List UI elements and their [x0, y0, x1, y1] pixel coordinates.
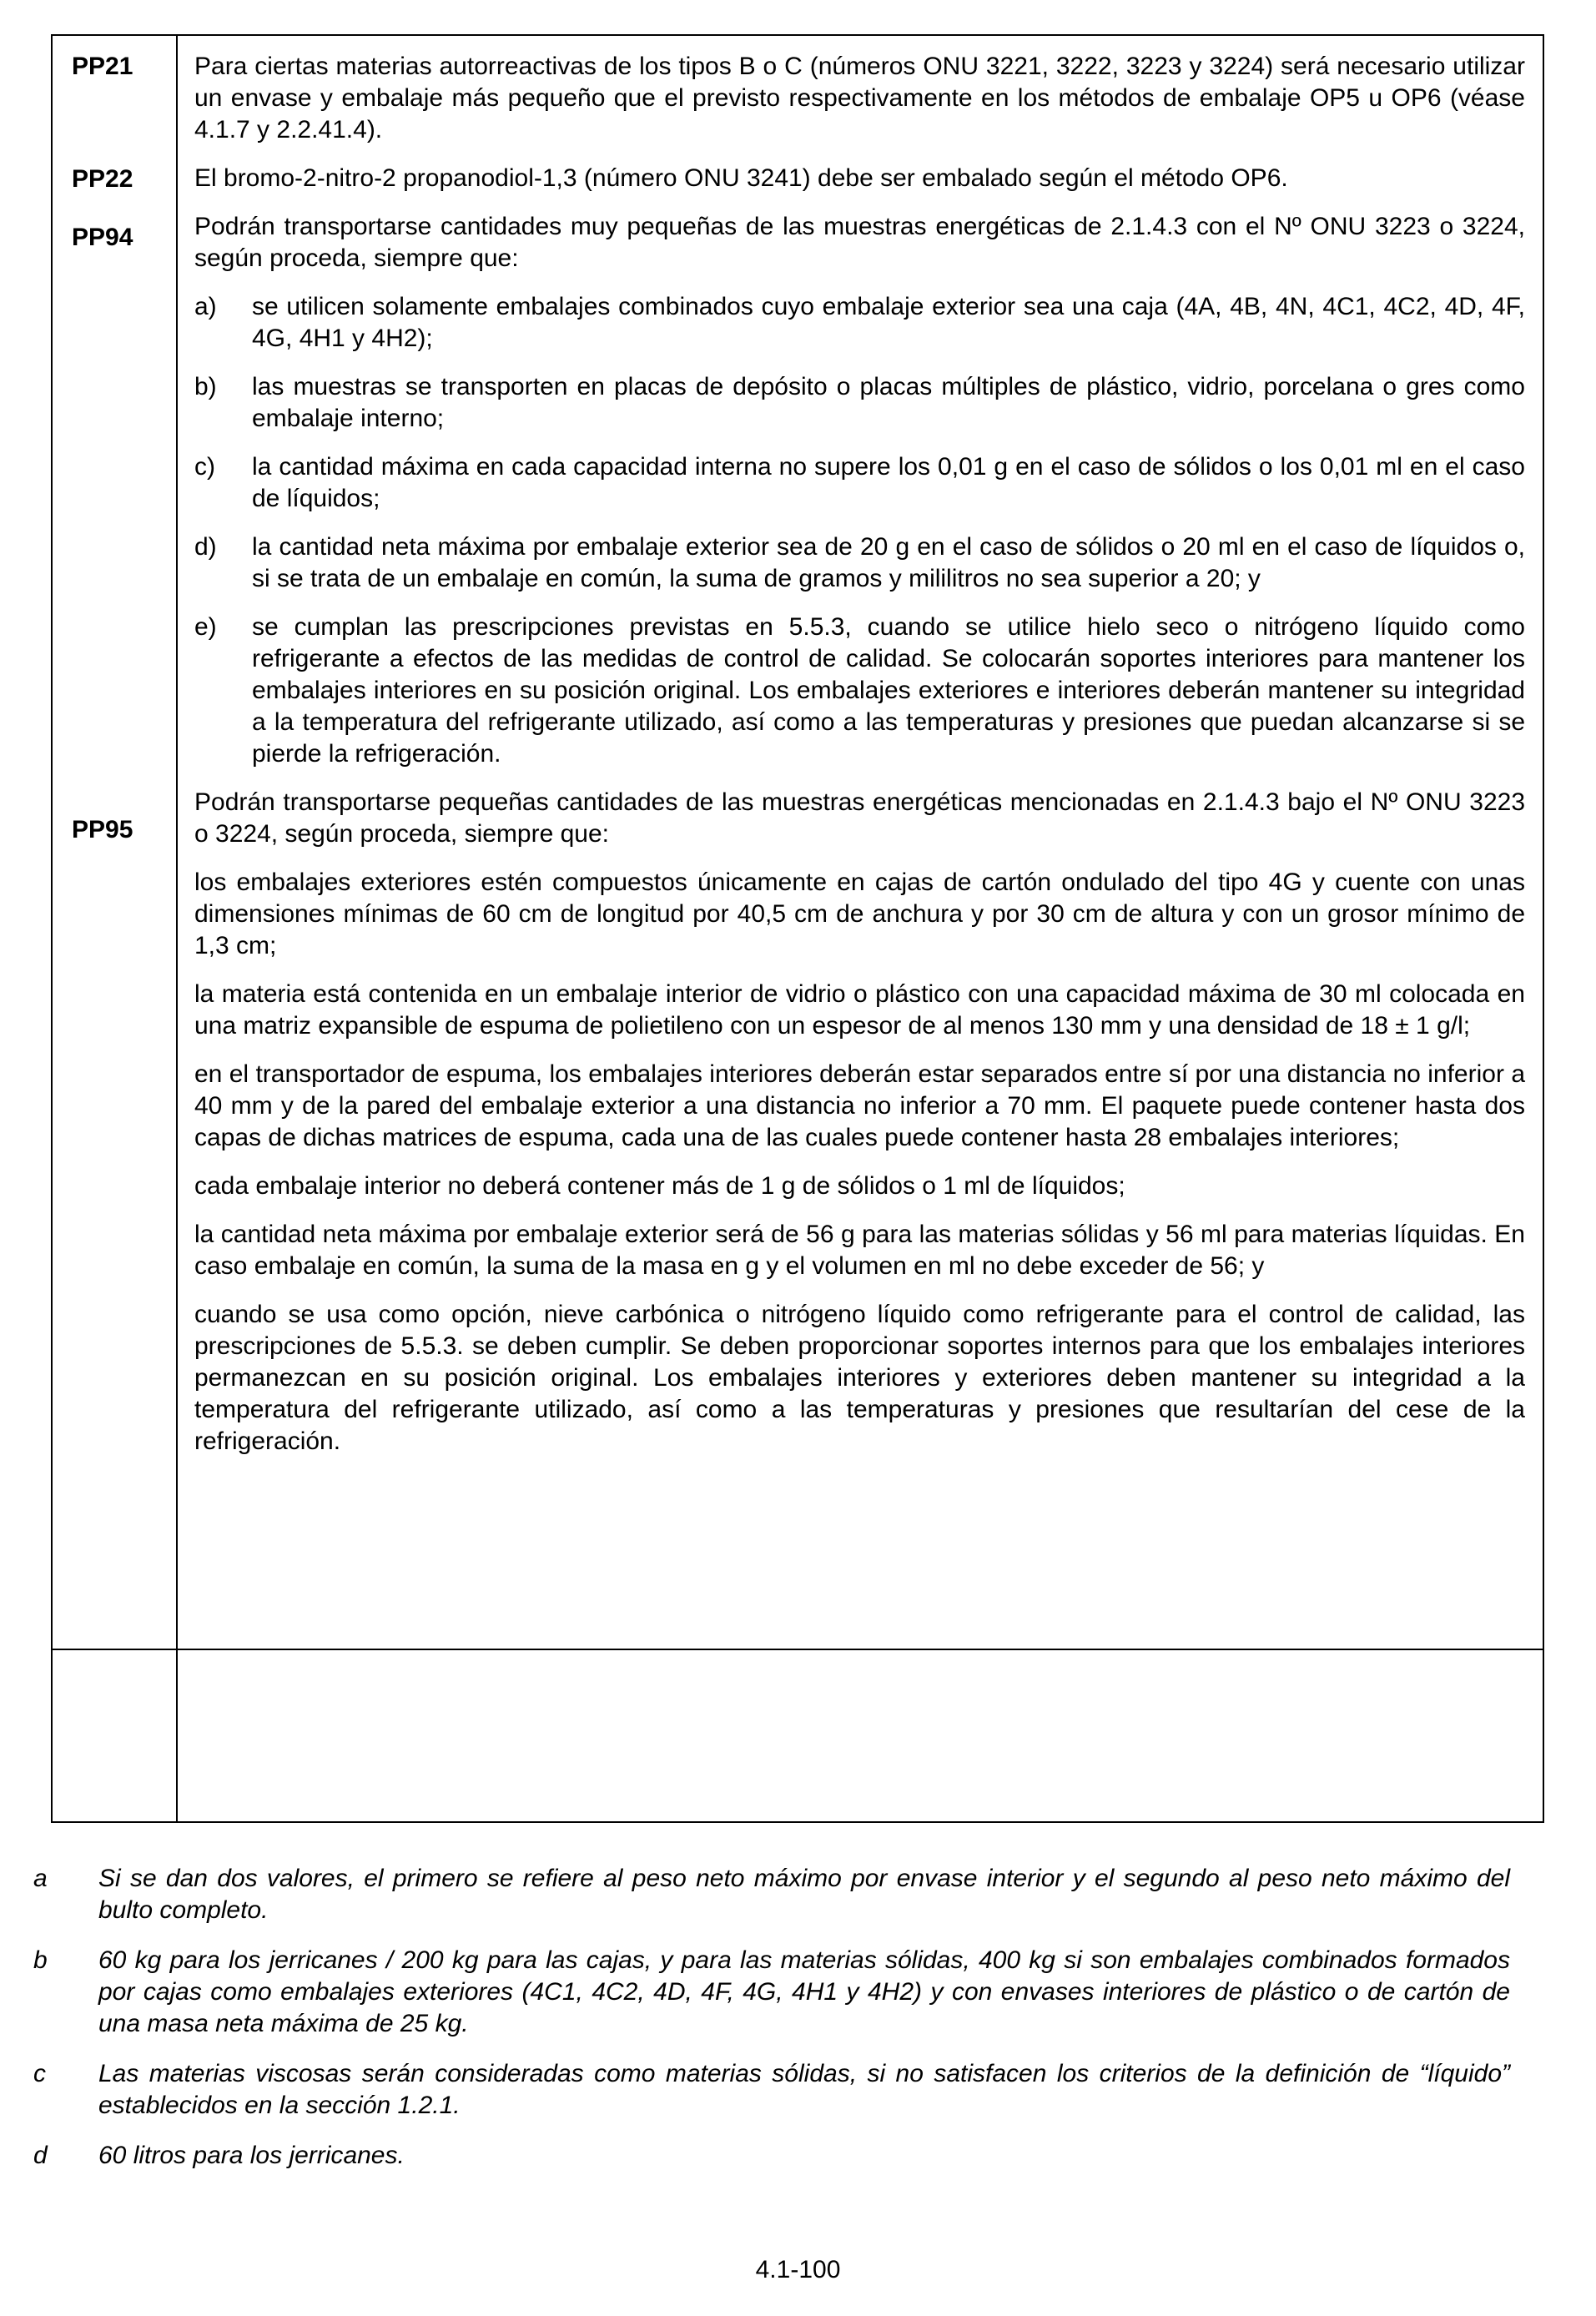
item-label: c)	[194, 453, 215, 481]
pp94-item	[194, 291, 1525, 355]
footnote-mark: b	[33, 1946, 48, 1974]
item-label: e)	[194, 613, 217, 641]
provisions-content	[194, 51, 1525, 1474]
pp21-text: Para ciertas materias autorreactivas de los tipos B o C (números ONU 3221, 3222, 3223 y 3224) será necesario utilizar un envase y embalaje más pequeño que el previsto respectivamente en los métodos de embalaje OP5 u OP6 (véase 4.1.7 y 2.2.41.4).	[194, 53, 1525, 143]
pp95-intro: Podrán transportarse pequeñas cantidades de las muestras energéticas mencionadas en 2.1.4.3 bajo el Nº ONU 3223 o 3224, según proceda, siempre que:	[194, 788, 1525, 848]
pp94-item	[194, 612, 1525, 770]
footnote-mark: a	[33, 1865, 48, 1892]
pp22-text: El bromo-2-nitro-2 propanodiol-1,3 (número ONU 3241) debe ser embalado según el método OP6.	[194, 164, 1288, 192]
footnote-text: 60 litros para los jerricanes.	[98, 2142, 405, 2169]
item-text: la cantidad máxima en cada capacidad interna no supere los 0,01 g en el caso de sólidos o los 0,01 ml en el caso de líquidos;	[252, 453, 1525, 512]
pp94-item	[194, 371, 1525, 435]
footnote-mark: d	[33, 2142, 48, 2169]
item-text: las muestras se transporten en placas de depósito o placas múltiples de plástico, vidrio, porcelana o gres como embalaje interno;	[252, 373, 1525, 432]
code-pp95: PP95	[72, 816, 133, 843]
pp95-paragraph: cada embalaje interior no deberá contener más de 1 g de sólidos o 1 ml de líquidos;	[194, 1172, 1125, 1200]
item-text: se cumplan las prescripciones previstas en 5.5.3, cuando se utilice hielo seco o nitrógeno líquido como refrigerante a efectos de las medidas de control de calidad. Se colocarán soportes interiores para mantener los embalajes interiores en su posición original. Los embalajes exteriores e interiores deberán mantener su integridad a la temperatura del refrigerante utilizado, así como a las temperaturas y presiones que puedan alcanzarse si se pierde la refrigeración.	[252, 613, 1525, 768]
pp95-paragraph: la cantidad neta máxima por embalaje exterior será de 56 g para las materias sólidas y 56 ml para materias líquidas. En caso embalaje en común, la suma de la masa en g y el volumen en ml no debe exceder de 56; y	[194, 1221, 1525, 1280]
footnote-mark: c	[33, 2060, 46, 2087]
code-pp21: PP21	[72, 53, 133, 80]
row-divider	[53, 1649, 1543, 1650]
item-label: d)	[194, 533, 217, 561]
pp95-paragraph: la materia está contenida en un embalaje interior de vidrio o plástico con una capacidad máxima de 30 ml colocada en una matriz expansible de espuma de polietileno con un espesor de al menos 130 mm y una densidad de 18 ± 1 g/l;	[194, 980, 1525, 1040]
pp94-item	[194, 451, 1525, 515]
item-label: b)	[194, 373, 217, 400]
code-pp94: PP94	[72, 224, 133, 251]
footnote	[33, 2058, 1510, 2122]
item-text: la cantidad neta máxima por embalaje exterior sea de 20 g en el caso de sólidos o 20 ml en el caso de líquidos o, si se trata de un embalaje en común, la suma de gramos y mililitros no sea superior a 20; y	[252, 533, 1525, 592]
footnote	[33, 2140, 1510, 2172]
footnote	[33, 1945, 1510, 2040]
provisions-table	[51, 34, 1544, 1823]
code-pp22: PP22	[72, 165, 133, 193]
pp95-paragraph: cuando se usa como opción, nieve carbónica o nitrógeno líquido como refrigerante para el control de calidad, las prescripciones de 5.5.3. se deben cumplir. Se deben proporcionar soportes internos para que los embalajes interiores permanezcan en su posición original. Los embalajes interiores y exteriores deben mantener su integridad a la temperatura del refrigerante utilizado, así como a las temperaturas y presiones que resultarían del cese de la refrigeración.	[194, 1301, 1525, 1455]
footnote-text: Las materias viscosas serán consideradas como materias sólidas, si no satisfacen los criterios de la definición de “líquido” establecidos en la sección 1.2.1.	[98, 2060, 1510, 2119]
item-label: a)	[194, 293, 217, 320]
pp94-item	[194, 531, 1525, 595]
pp95-paragraph: los embalajes exteriores estén compuestos únicamente en cajas de cartón ondulado del tipo 4G y cuente con unas dimensiones mínimas de 60 cm de longitud por 40,5 cm de anchura y por 30 cm de altura y con un grosor mínimo de 1,3 cm;	[194, 868, 1525, 959]
column-divider	[176, 36, 178, 1821]
pp95-paragraph: en el transportador de espuma, los embalajes interiores deberán estar separados entre sí por una distancia no inferior a 40 mm y de la pared del embalaje exterior a una distancia no inferior a 70 mm. El paquete puede contener hasta dos capas de dichas matrices de espuma, cada una de las cuales puede contener hasta 28 embalajes interiores;	[194, 1060, 1525, 1151]
footnote-text: 60 kg para los jerricanes / 200 kg para las cajas, y para las materias sólidas, 400 kg si son embalajes combinados formados por cajas como embalajes exteriores (4C1, 4C2, 4D, 4F, 4G, 4H1 y 4H2) y con envases interiores de plástico o de cartón de una masa neta máxima de 25 kg.	[98, 1946, 1510, 2037]
page-number: 4.1-100	[755, 2256, 841, 2283]
item-text: se utilicen solamente embalajes combinados cuyo embalaje exterior sea una caja (4A, 4B, 4N, 4C1, 4C2, 4D, 4F, 4G, 4H1 y 4H2);	[252, 293, 1525, 352]
footnotes	[33, 1863, 1510, 2190]
pp94-intro: Podrán transportarse cantidades muy pequeñas de las muestras energéticas de 2.1.4.3 con el Nº ONU 3223 o 3224, según proceda, siempre que:	[194, 213, 1525, 272]
footnote	[33, 1863, 1510, 1926]
footnote-text: Si se dan dos valores, el primero se refiere al peso neto máximo por envase interior y el segundo al peso neto máximo del bulto completo.	[98, 1865, 1510, 1924]
